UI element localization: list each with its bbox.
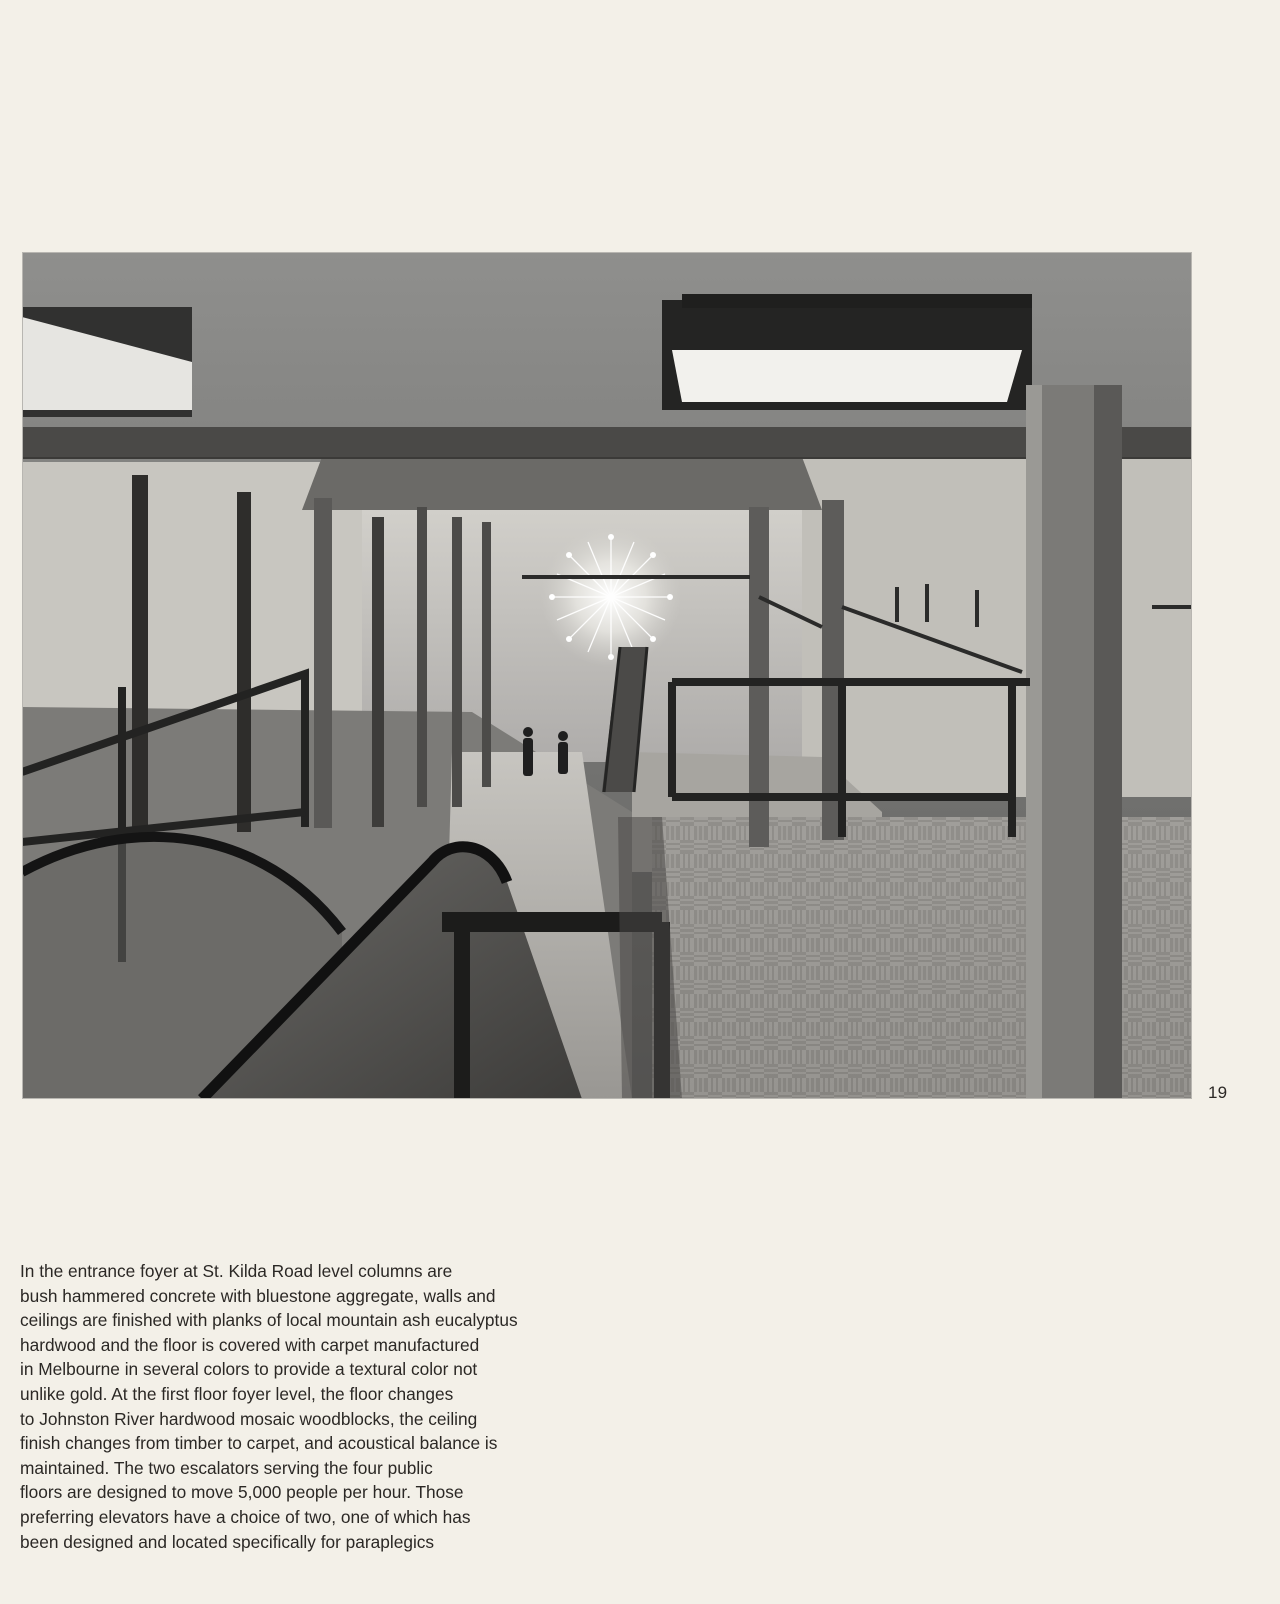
- foyer-photo: [22, 252, 1192, 1099]
- photo-caption: [20, 1259, 600, 1554]
- caption-line: In the entrance foyer at St. Kilda Road level columns are: [20, 1261, 453, 1281]
- caption-line: hardwood and the floor is covered with carpet manufactured: [20, 1334, 480, 1355]
- caption-line: floors are designed to move 5,000 people per hour. Those: [20, 1482, 464, 1503]
- caption-line: ceilings are finished with planks of local mountain ash eucalyptus: [20, 1310, 518, 1331]
- caption-line: in Melbourne in several colors to provide a textural color not: [20, 1359, 478, 1380]
- caption-line: bush hammered concrete with bluestone aggregate, walls and: [20, 1285, 496, 1306]
- interior-photo-icon: [22, 252, 1192, 1099]
- caption-line: unlike gold. At the first floor foyer level, the floor changes: [20, 1383, 454, 1404]
- caption-line: to Johnston River hardwood mosaic woodblocks, the ceiling: [20, 1408, 478, 1429]
- caption-line: finish changes from timber to carpet, and acoustical balance is: [20, 1433, 498, 1454]
- caption-line: been designed and located specifically for paraplegics: [20, 1531, 435, 1552]
- caption-line: preferring elevators have a choice of two, one of which has: [20, 1506, 471, 1527]
- caption-line: maintained. The two escalators serving the four public: [20, 1457, 433, 1478]
- page-number: 19: [1208, 1083, 1228, 1102]
